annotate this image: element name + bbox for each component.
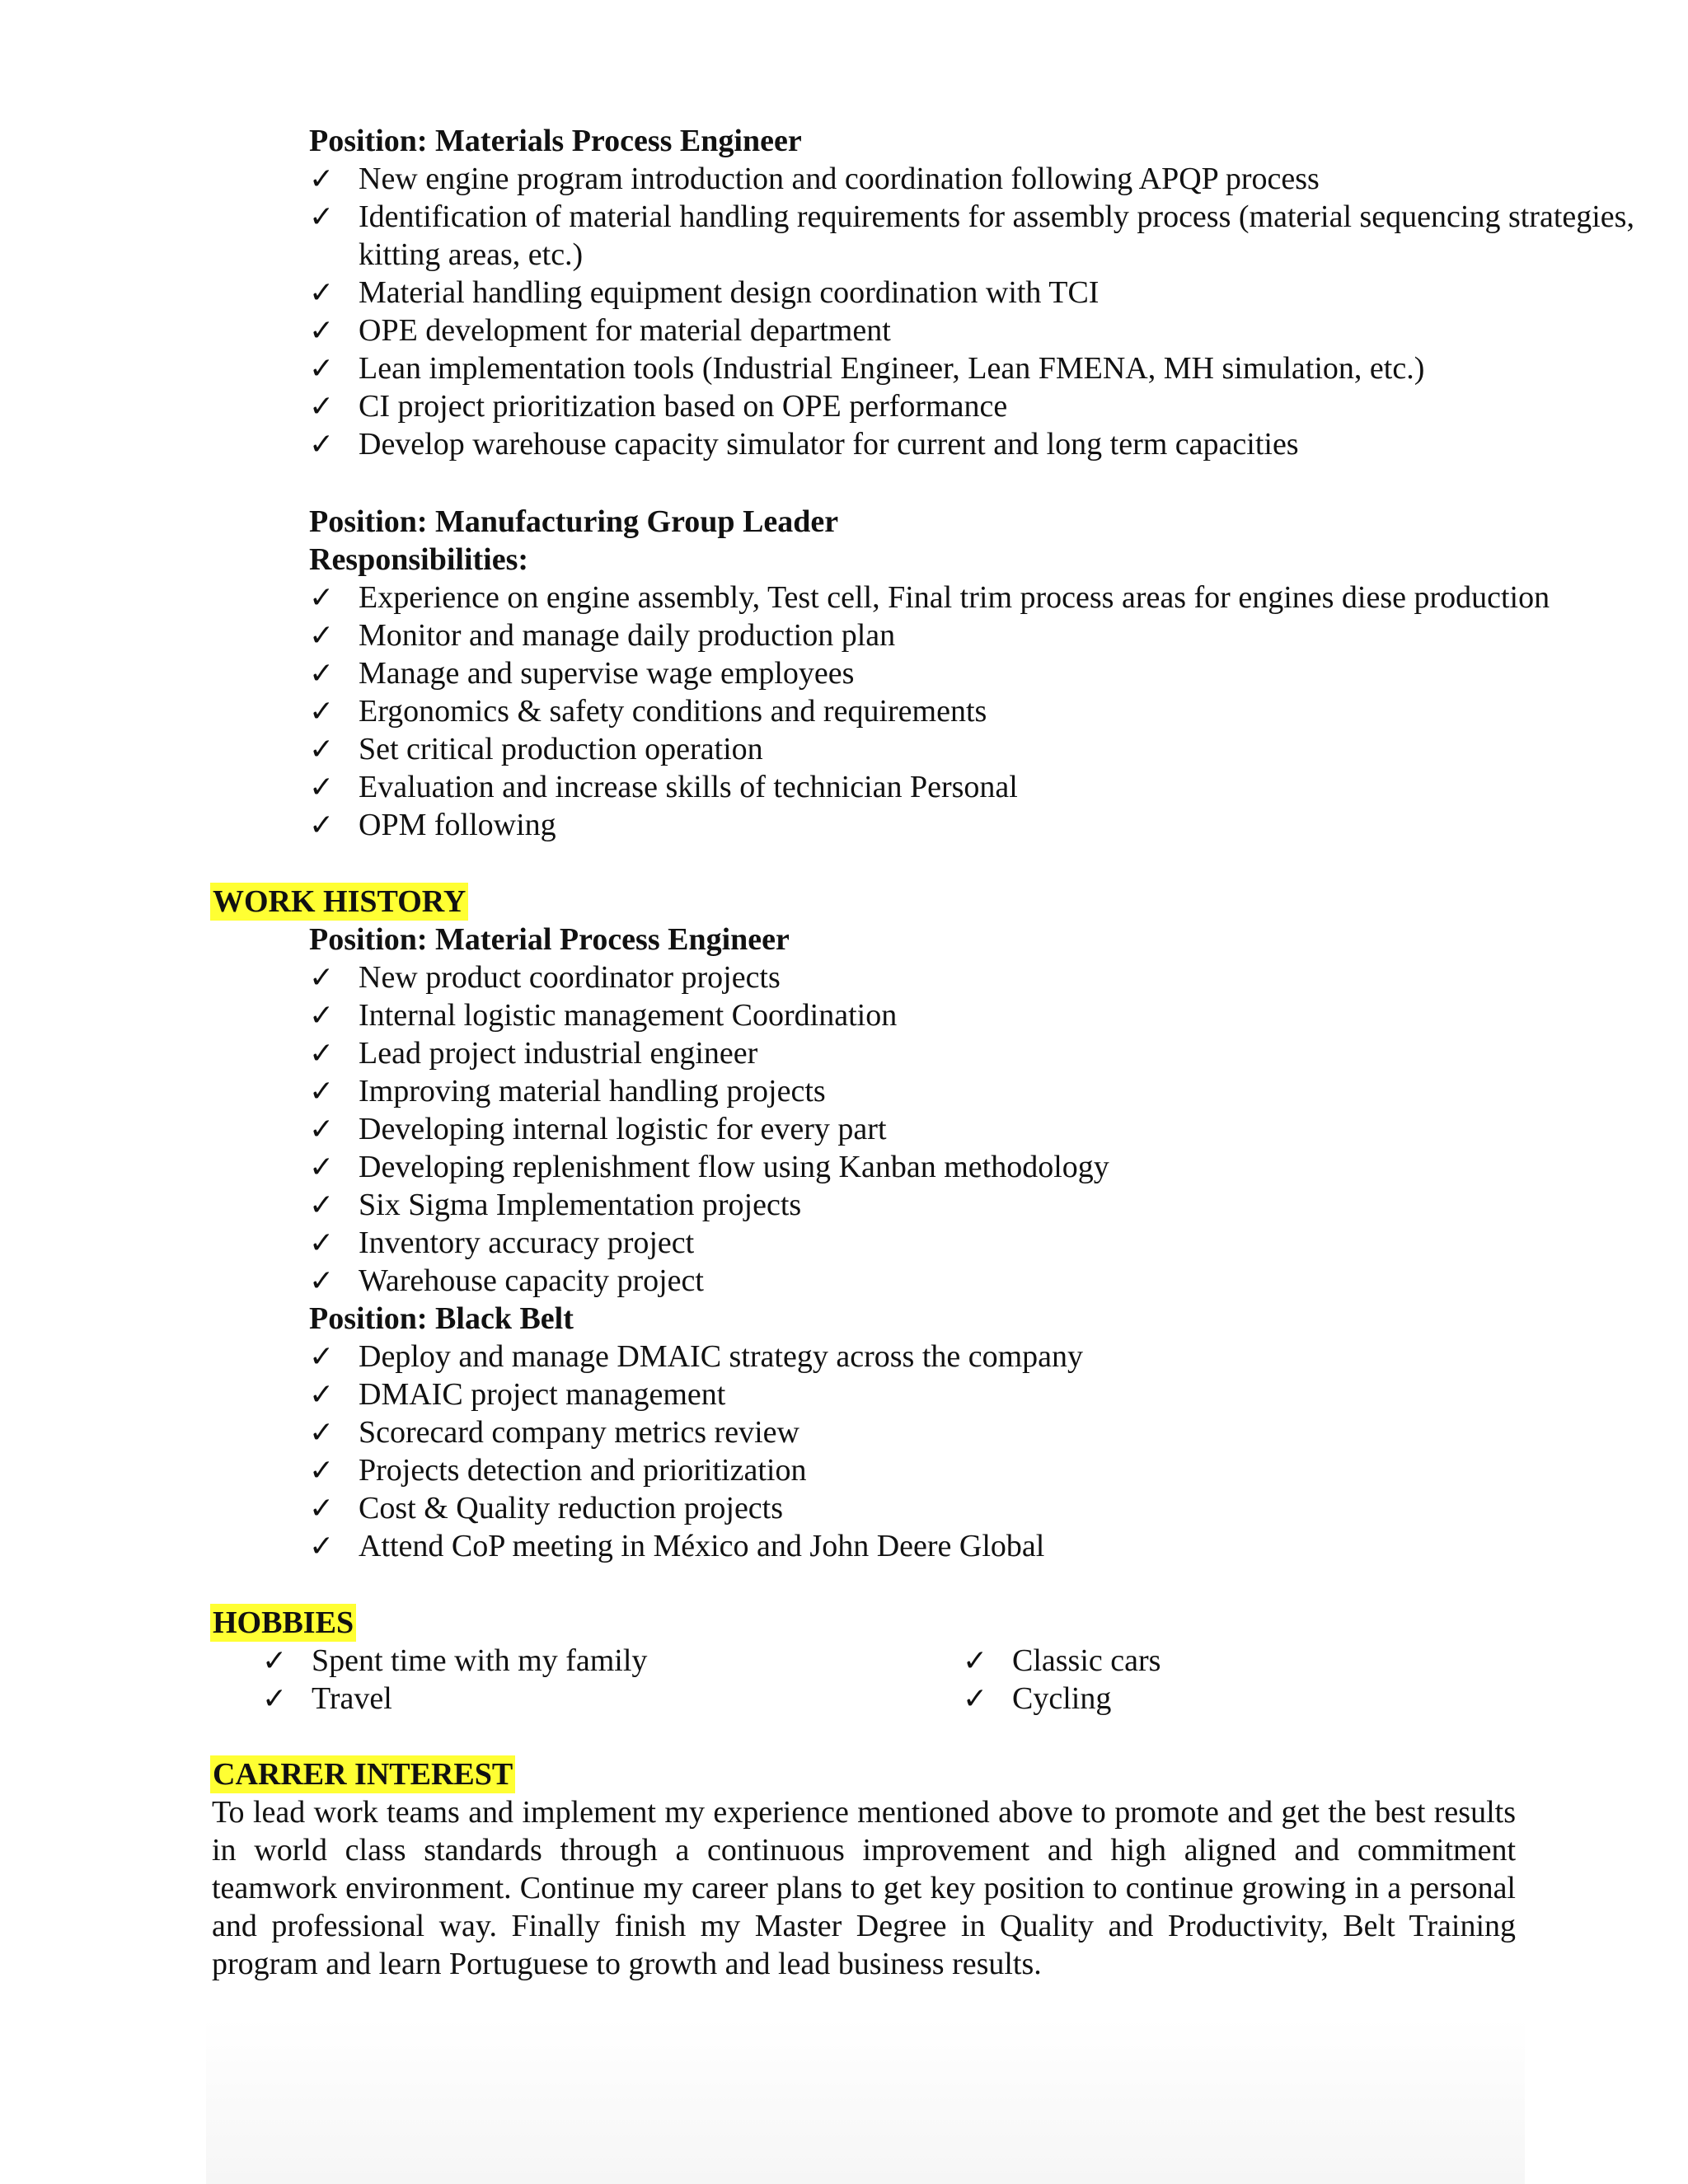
list-item xyxy=(309,1527,1083,1565)
list-item-text: Manage and supervise wage employees xyxy=(359,656,855,691)
list-item-text: Classic cars xyxy=(1012,1643,1161,1678)
checkmark-icon: ✓ xyxy=(963,1644,988,1677)
position-black-belt-title: Position: Black Belt xyxy=(309,1301,574,1336)
hobby-item xyxy=(262,1680,647,1718)
list-item-text: Travel xyxy=(312,1681,392,1716)
checkmark-icon: ✓ xyxy=(309,1454,335,1487)
list-item xyxy=(309,730,1550,768)
checkmark-icon: ✓ xyxy=(309,1530,335,1563)
list-item xyxy=(309,312,1688,349)
list-item-text: New engine program introduction and coordination following APQP process xyxy=(359,162,1320,196)
list-item-text: Scorecard company metrics review xyxy=(359,1415,799,1450)
list-item xyxy=(309,349,1688,387)
list-item xyxy=(309,1072,1109,1110)
list-item xyxy=(309,1338,1083,1376)
checkmark-icon: ✓ xyxy=(309,1188,335,1221)
checkmark-icon: ✓ xyxy=(309,352,335,385)
list-item-text: Deploy and manage DMAIC strategy across the company xyxy=(359,1339,1084,1374)
checkmark-icon: ✓ xyxy=(309,581,335,614)
list-item-text: Material handling equipment design coordination with TCI xyxy=(359,275,1100,310)
position-manufacturing-group-leader-title: Position: Manufacturing Group Leader xyxy=(309,504,839,539)
checkmark-icon: ✓ xyxy=(309,771,335,804)
list-item-text: Ergonomics & safety conditions and requirements xyxy=(359,694,987,729)
hobbies-right-list xyxy=(963,1642,1160,1718)
checkmark-icon: ✓ xyxy=(262,1682,288,1715)
list-item-text: Evaluation and increase skills of technician Personal xyxy=(359,770,1018,804)
checkmark-icon: ✓ xyxy=(309,1416,335,1449)
list-item xyxy=(309,274,1688,312)
checkmark-icon: ✓ xyxy=(309,1378,335,1411)
list-item xyxy=(309,1451,1083,1489)
list-item-text: New product coordinator projects xyxy=(359,960,781,995)
career-interest-heading: CARRER INTEREST xyxy=(210,1755,515,1793)
career-interest-paragraph: To lead work teams and implement my experience mentioned above to promote and get the best results in world class standards through a continuous improvement and high aligned and commitment teamwork environment. Continue my career plans to get key position to continue growing in a personal and professional way. Finally finish my Master Degree in Quality and Productivity, Belt Training program and learn Portuguese to growth and lead business results. xyxy=(212,1795,1516,1981)
checkmark-icon: ✓ xyxy=(309,695,335,728)
list-item-text: Six Sigma Implementation projects xyxy=(359,1188,802,1222)
list-item-text: Developing replenishment flow using Kanban methodology xyxy=(359,1150,1109,1184)
list-item-text: OPM following xyxy=(359,808,556,842)
checkmark-icon: ✓ xyxy=(309,733,335,766)
list-item-text: Internal logistic management Coordination xyxy=(359,998,898,1033)
list-item xyxy=(309,1034,1109,1072)
list-item-text: OPE development for material department xyxy=(359,313,891,348)
list-item xyxy=(309,806,1550,844)
list-item xyxy=(309,198,1688,274)
material-process-engineer-list xyxy=(309,958,1109,1300)
checkmark-icon: ✓ xyxy=(309,428,335,461)
hobbies-left-list xyxy=(262,1642,647,1718)
list-item xyxy=(309,160,1688,198)
list-item xyxy=(309,1224,1109,1262)
checkmark-icon: ✓ xyxy=(309,961,335,994)
checkmark-icon: ✓ xyxy=(309,619,335,652)
list-item xyxy=(309,654,1550,692)
checkmark-icon: ✓ xyxy=(309,390,335,423)
black-belt-list xyxy=(309,1338,1083,1565)
position-material-process-engineer-title: Position: Material Process Engineer xyxy=(309,922,790,957)
checkmark-icon: ✓ xyxy=(309,1264,335,1297)
work-history-heading: WORK HISTORY xyxy=(210,883,468,921)
hobby-item xyxy=(262,1642,647,1680)
hobbies-heading: HOBBIES xyxy=(210,1604,356,1642)
checkmark-icon: ✓ xyxy=(309,314,335,347)
list-item-text: Monitor and manage daily production plan xyxy=(359,618,896,653)
list-item xyxy=(309,1376,1083,1413)
materials-process-engineer-list xyxy=(309,160,1688,463)
list-item xyxy=(309,1262,1109,1300)
list-item-text: Cost & Quality reduction projects xyxy=(359,1491,784,1526)
responsibilities-label: Responsibilities: xyxy=(309,542,529,577)
list-item xyxy=(309,1186,1109,1224)
position-materials-process-engineer-title: Position: Materials Process Engineer xyxy=(309,124,802,158)
list-item xyxy=(309,1110,1109,1148)
checkmark-icon: ✓ xyxy=(309,1226,335,1259)
list-item xyxy=(309,425,1688,463)
checkmark-icon: ✓ xyxy=(309,1340,335,1373)
checkmark-icon: ✓ xyxy=(309,999,335,1032)
list-item-text: Lead project industrial engineer xyxy=(359,1036,758,1071)
list-item-text: Warehouse capacity project xyxy=(359,1263,704,1298)
list-item xyxy=(309,958,1109,996)
list-item-text: Develop warehouse capacity simulator for current and long term capacities xyxy=(359,427,1299,462)
list-item xyxy=(309,387,1688,425)
list-item-text: Developing internal logistic for every part xyxy=(359,1112,887,1146)
list-item xyxy=(309,579,1550,616)
checkmark-icon: ✓ xyxy=(309,1037,335,1070)
hobby-item xyxy=(963,1680,1160,1718)
list-item-text: Set critical production operation xyxy=(359,732,763,766)
list-item xyxy=(309,1413,1083,1451)
checkmark-icon: ✓ xyxy=(309,1151,335,1183)
checkmark-icon: ✓ xyxy=(309,1113,335,1146)
checkmark-icon: ✓ xyxy=(963,1682,988,1715)
checkmark-icon: ✓ xyxy=(309,1075,335,1108)
list-item xyxy=(309,692,1550,730)
checkmark-icon: ✓ xyxy=(309,808,335,841)
list-item-text: Spent time with my family xyxy=(312,1643,648,1678)
list-item-text: DMAIC project management xyxy=(359,1377,726,1412)
list-item xyxy=(309,768,1550,806)
list-item xyxy=(309,996,1109,1034)
list-item-text: Inventory accuracy project xyxy=(359,1226,695,1260)
list-item-text: Cycling xyxy=(1012,1681,1112,1716)
list-item-text: Lean implementation tools (Industrial Engineer, Lean FMENA, MH simulation, etc.) xyxy=(359,351,1425,386)
checkmark-icon: ✓ xyxy=(309,200,335,233)
list-item-text: Experience on engine assembly, Test cell, Final trim process areas for engines diese production xyxy=(359,580,1550,615)
list-item xyxy=(309,616,1550,654)
list-item-text: Identification of material handling requirements for assembly process (material sequencing strategies, kitting areas, etc.) xyxy=(359,199,1634,272)
list-item-text: Attend CoP meeting in México and John Deere Global xyxy=(359,1529,1045,1563)
checkmark-icon: ✓ xyxy=(309,162,335,195)
checkmark-icon: ✓ xyxy=(262,1644,288,1677)
page-shadow xyxy=(206,2018,1525,2184)
list-item xyxy=(309,1489,1083,1527)
list-item-text: Improving material handling projects xyxy=(359,1074,826,1108)
list-item xyxy=(309,1148,1109,1186)
checkmark-icon: ✓ xyxy=(309,1492,335,1525)
manufacturing-group-leader-list xyxy=(309,579,1550,844)
hobby-item xyxy=(963,1642,1160,1680)
checkmark-icon: ✓ xyxy=(309,276,335,309)
checkmark-icon: ✓ xyxy=(309,657,335,690)
list-item-text: Projects detection and prioritization xyxy=(359,1453,807,1488)
list-item-text: CI project prioritization based on OPE performance xyxy=(359,389,1008,424)
